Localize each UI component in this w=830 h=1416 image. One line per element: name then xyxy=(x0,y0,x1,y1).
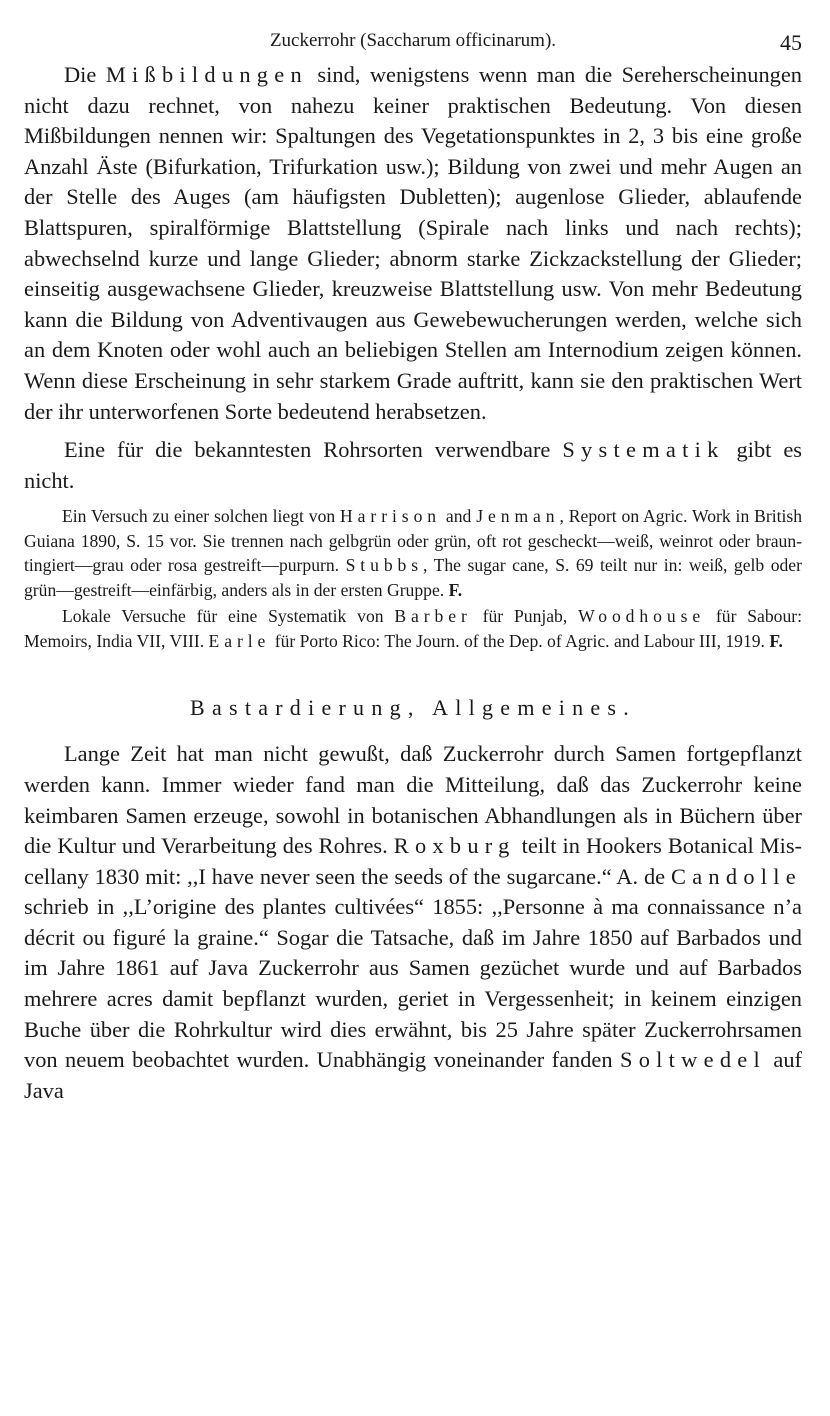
text-run: Lange Zeit hat man nicht gewußt, daß Zuckerrohr durch Samen fortgepflanzt werden kann. Immer wieder fand man die Mitteilung, daß das Zuckerrohr keine keimbaren Samen erzeuge, sowohl in botanischen Abhandlungen als in Büchern über die Kultur und Verarbeitung des Rohres. xyxy=(24,741,802,859)
page-number: 45 xyxy=(780,30,802,55)
text-run: , The sugar cane, S. 69 teilt nur in: weiß, gelb oder grün—gestreift—einfärbig, anders als in der ersten Gruppe. xyxy=(24,555,802,600)
note-harrison-jenman xyxy=(24,504,802,602)
spaced-name: Candolle xyxy=(670,863,802,889)
text-run: teilt in Hookers Botanical Miscellany 1830 mit: ,,I have never seen the seeds of the sugarcane.“ A. de xyxy=(24,833,803,889)
note-lokale-versuche xyxy=(24,604,802,653)
note-signature: F. xyxy=(448,579,463,600)
running-head: Zuckerrohr (Saccharum officinarum). xyxy=(269,30,557,51)
spaced-name: Woodhouse xyxy=(578,606,706,627)
spaced-name: Barber xyxy=(394,606,472,627)
spaced-name: Jenman xyxy=(476,506,560,527)
spaced-term: Mißbildungen xyxy=(105,62,308,87)
text-run: and xyxy=(441,506,477,527)
spaced-name: Harrison xyxy=(340,506,442,527)
text-run: Ein Versuch zu einer solchen liegt von xyxy=(62,506,341,527)
note-signature: F. xyxy=(769,630,783,651)
text-run: Die xyxy=(64,62,106,87)
page-header xyxy=(24,30,802,60)
text-run: gibt es nicht. xyxy=(24,437,802,493)
spaced-name: Earle xyxy=(208,630,271,651)
paragraph-bastardierung xyxy=(24,739,802,1106)
text-run: schrieb in ,,L’origine des plantes cultivées“ 1855: ,,Personne à ma connaissance n’a décrit ou figuré la graine.“ Sogar die Tatsache, daß im Jahre 1850 auf Barbados und im Jahre 1861 auf Java Zuckerrohr aus Samen gezüchet wurde und auf Barbados mehrere acres damit bepflanzt wurden, geriet in Vergessenheit; in keinem einzigen Buche über die Rohrkultur wird dies erwähnt, bis 25 Jahre später Zuckerrohrsamen von neuem beobachtet wurden. Unabhängig voneinander fanden xyxy=(24,894,802,1073)
spaced-name: Roxburg xyxy=(393,833,516,859)
text-run: für Punjab, xyxy=(471,606,579,627)
spaced-name: Soltwedel xyxy=(619,1047,766,1073)
spaced-name: Stubbs xyxy=(345,555,424,576)
text-run: sind, wenigstens wenn man die Sereherscheinungen nicht dazu rechnet, von nahezu keiner praktischen Bedeutung. Von diesen Mißbildungen nennen wir: Spaltungen des Vegetationspunktes in 2, 3 bis eine große Anzahl Äste (Bifurkation, Trifurkation usw.); Bildung von zwei und mehr Augen an der Stelle des Auges (am häufigsten Dubletten); augenlose Glieder, ablaufende Blattspuren, spiralförmige Blattstellung (Spirale nach links und nach rechts); abwechselnd kurze und lange Glieder; abnorm starke Zickzackstellung der Glieder; einseitig ausgewachsene Glieder, kreuzweise Blattstellung usw. Von mehr Bedeutung kann die Bildung von Adventivaugen aus Gewebewucherungen werden, welche sich an dem Knoten oder wohl auch an beliebigen Stellen am Internodium zeigen können. Wenn diese Erscheinung in sehr starkem Grade auftritt, kann sie den praktischen Wert der ihr unterworfenen Sorte bedeutend herabsetzen. xyxy=(24,62,802,424)
text-run: auf Java xyxy=(24,1047,802,1103)
text-run: für Sabour: Memoirs, India VII, VIII. xyxy=(24,606,802,651)
paragraph-systematik xyxy=(24,435,802,496)
text-run: Lokale Versuche für eine Systematik von xyxy=(62,606,395,627)
book-page xyxy=(24,30,802,1106)
section-heading: Bastardierung, Allgemeines. xyxy=(190,695,636,721)
spaced-term: Systematik xyxy=(562,437,725,463)
text-run: für Porto Rico: The Journ. of the Dep. of Agric. and Labour III, 1919. xyxy=(270,630,770,651)
paragraph-missbildungen xyxy=(24,60,802,427)
text-run: Eine für die bekanntesten Rohrsorten verwendbare xyxy=(64,437,563,463)
text-run: , Report on Agric. Work in British Guiana 1890, S. 15 vor. Sie trennen nach gelbgrün oder grün, oft rot gescheckt—weiß, weinrot oder brauntingiert—grau oder rosa gestreift—purpurn. xyxy=(24,506,803,576)
